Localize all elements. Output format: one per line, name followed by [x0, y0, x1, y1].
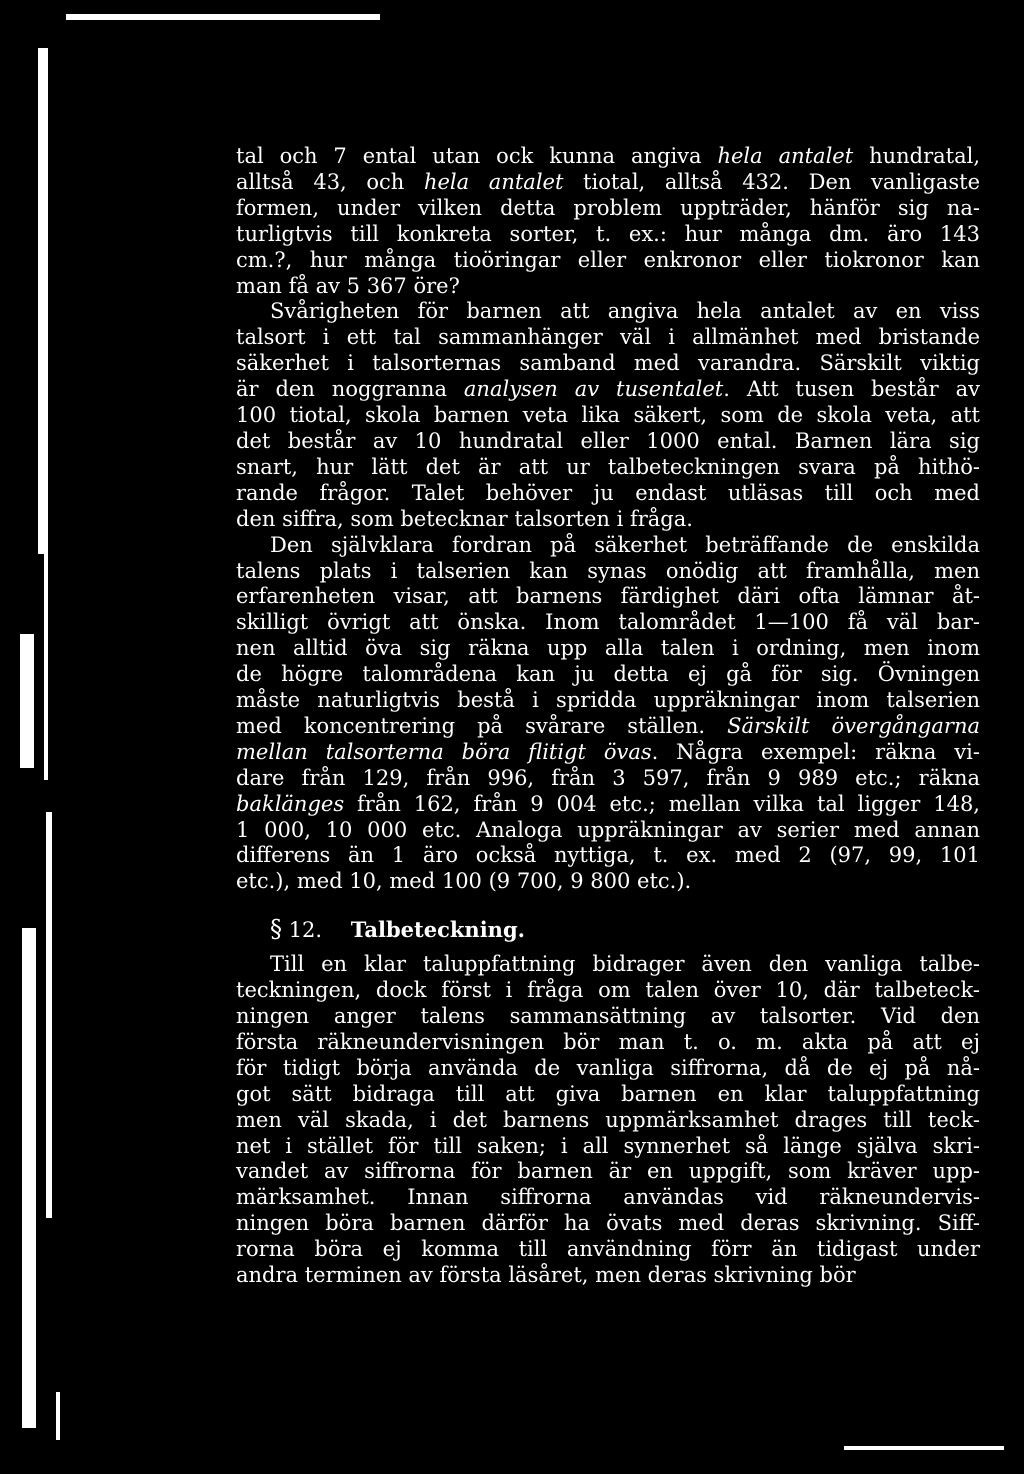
text-line — [236, 766, 980, 792]
text-line — [236, 662, 980, 688]
text-line — [236, 222, 980, 248]
text-run: hundratal, — [853, 144, 981, 168]
text-run: Till en klar taluppfattning bidrager även den vanliga talbe- — [270, 952, 980, 977]
scan-edge-left-5 — [22, 928, 36, 1428]
text-run: turligtvis till konkreta sorter, t. ex.: hur många dm. äro 143 — [236, 221, 980, 246]
text-run: tal och 7 ental utan ock kunna angiva — [236, 144, 718, 168]
text-run: Den självklara fordran på säkerhet beträffande de enskilda — [270, 532, 980, 557]
scan-edge-top — [66, 14, 380, 20]
text-line — [236, 1237, 980, 1263]
text-run: för tidigt börja använda de vanliga siffrorna, då de ej på nå- — [236, 1055, 980, 1080]
text-line — [236, 507, 980, 533]
italic-phrase: hela antalet — [423, 169, 564, 194]
italic-phrase: mellan talsorterna böra flitigt övas — [236, 739, 652, 764]
text-line — [236, 714, 980, 740]
text-line — [236, 429, 980, 455]
text-run: teckningen, dock först i fråga om talen över 10, där talbeteck- — [236, 978, 980, 1003]
text-line — [236, 1134, 980, 1160]
text-run: talsort i ett tal sammanhänger väl i allmänhet med bristande — [236, 325, 980, 350]
text-line — [236, 1211, 980, 1237]
text-line — [236, 1004, 980, 1030]
text-run: med koncentrering på svårare ställen. — [236, 713, 728, 738]
text-line — [236, 610, 980, 636]
text-run: Svårigheten för barnen att angiva hela antalet av en viss — [270, 299, 980, 324]
text-line — [236, 1056, 980, 1082]
text-line — [236, 584, 980, 610]
text-line — [236, 818, 980, 844]
text-line — [236, 455, 980, 481]
text-run: det består av 10 hundratal eller 1000 ental. Barnen lära sig — [236, 428, 980, 453]
text-line — [236, 1159, 980, 1185]
text-line — [236, 325, 980, 351]
text-run: skilligt övrigt att önska. Inom talområdet 1—100 få väl bar- — [236, 610, 980, 635]
text-run: rorna böra ej komma till användning förr än tidigast under — [236, 1237, 980, 1262]
text-line — [236, 144, 980, 170]
text-run: första räkneundervisningen bör man t. o. m. akta på att ej — [236, 1029, 980, 1054]
text-run: formen, under vilken detta problem uppträder, hänför sig na- — [236, 195, 980, 220]
paragraph-1 — [236, 144, 980, 299]
text-run: got sätt bidraga till att giva barnen en klar taluppfattning — [236, 1081, 980, 1106]
text-run: är den noggranna — [236, 377, 464, 402]
text-run: etc.), med 10, med 100 (9 700, 9 800 etc.). — [236, 869, 692, 894]
section-title: Talbeteckning. — [350, 917, 525, 943]
scan-edge-bottom — [844, 1446, 1004, 1450]
text-line — [236, 196, 980, 222]
text-line — [236, 843, 980, 869]
text-run: den siffra, som betecknar talsorten i fråga. — [236, 506, 693, 531]
page-text — [236, 144, 980, 1289]
text-line — [236, 403, 980, 429]
text-run: erfarenheten visar, att barnens färdighet däri ofta lämnar åt- — [236, 584, 980, 609]
text-run: ningen anger talens sammansättning av talsorter. Vid den — [236, 1004, 980, 1028]
italic-phrase: analysen av tusentalet — [463, 377, 724, 402]
paragraph-2 — [236, 299, 980, 532]
text-run: ningen böra barnen därför ha övats med deras skrivning. Siff- — [236, 1211, 980, 1236]
text-line — [236, 481, 980, 507]
text-run: 100 tiotal, skola barnen veta lika säkert, som de skola veta, att — [236, 403, 980, 428]
text-line — [236, 792, 980, 818]
text-run: säkerhet i talsorternas samband med varandra. Särskilt viktig — [236, 351, 980, 376]
section-sign: § — [270, 915, 282, 944]
scan-edge-left-4 — [46, 812, 52, 1218]
paragraph-3 — [236, 533, 980, 896]
section-number: 12. — [288, 918, 323, 943]
text-run: de högre talområdena kan ju detta ej gå för sig. Övningen — [236, 662, 980, 687]
text-run: man få av 5 367 öre? — [236, 273, 460, 298]
text-line — [236, 1082, 980, 1108]
section-heading — [236, 917, 980, 944]
text-line — [236, 274, 980, 300]
text-line — [236, 351, 980, 377]
italic-phrase: baklänges — [236, 791, 345, 816]
text-line — [236, 248, 980, 274]
text-run: differens än 1 äro också nyttiga, t. ex. med 2 (97, 99, 101 — [236, 843, 980, 868]
text-line — [236, 688, 980, 714]
italic-phrase: Särskilt övergångarna — [727, 713, 980, 738]
text-line — [236, 869, 980, 895]
italic-phrase: hela antalet — [717, 144, 854, 168]
text-run: nen alltid öva sig räkna upp alla talen i ordning, men inom — [236, 636, 980, 661]
text-line — [236, 299, 980, 325]
text-run: måste naturligtvis bestå i spridda uppräkningar inom talserien — [236, 688, 980, 713]
scan-edge-left-2 — [44, 540, 48, 780]
text-line — [236, 1030, 980, 1056]
text-line — [236, 1263, 980, 1289]
scan-edge-left-6 — [56, 1392, 60, 1440]
text-run: rande frågor. Talet behöver ju endast utläsas till och med — [236, 480, 980, 505]
text-run: 1 000, 10 000 etc. Analoga uppräkningar av serier med annan — [236, 817, 980, 842]
text-run: cm.?, hur många tioöringar eller enkronor eller tiokronor kan — [236, 247, 980, 272]
text-run: snart, hur lätt det är att ur talbeteckningen svara på hithö- — [236, 454, 980, 479]
text-run: . Att tusen består av — [723, 377, 980, 402]
text-line — [236, 1185, 980, 1211]
text-line — [236, 636, 980, 662]
text-run: från 162, från 9 004 etc.; mellan vilka tal ligger 148, — [344, 791, 980, 816]
text-run: dare från 129, från 996, från 3 597, från 9 989 etc.; räkna — [236, 765, 980, 790]
text-line — [236, 170, 980, 196]
text-run: andra terminen av första läsåret, men deras skrivning bör — [236, 1263, 856, 1288]
text-run: talens plats i talserien kan synas onödig att framhålla, men — [236, 558, 980, 583]
text-run: vandet av siffrorna för barnen är en uppgift, som kräver upp- — [236, 1159, 980, 1184]
paragraph-4 — [236, 952, 980, 1289]
text-line — [236, 1108, 980, 1134]
text-line — [236, 952, 980, 978]
text-run: net i stället för till saken; i all synnerhet så länge själva skri- — [236, 1133, 980, 1158]
scan-edge-left-1 — [38, 48, 48, 554]
text-run: alltså 43, och — [236, 169, 424, 194]
text-line — [236, 533, 980, 559]
text-line — [236, 740, 980, 766]
text-run: men väl skada, i det barnens uppmärksamhet drages till teck- — [236, 1107, 980, 1132]
text-line — [236, 377, 980, 403]
text-run: . Några exempel: räkna vi- — [651, 739, 980, 764]
scan-edge-left-3 — [20, 634, 34, 768]
text-run: märksamhet. Innan siffrorna användas vid räkneundervis- — [236, 1185, 980, 1210]
text-line — [236, 559, 980, 585]
text-run: tiotal, alltså 432. Den vanligaste — [563, 169, 980, 194]
text-line — [236, 978, 980, 1004]
